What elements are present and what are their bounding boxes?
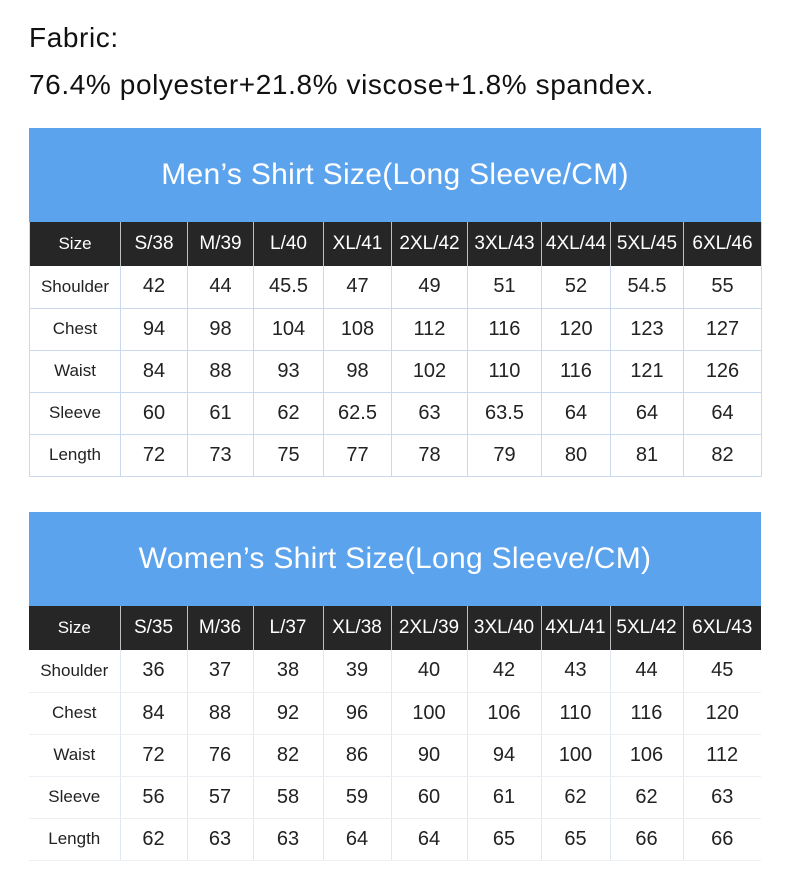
measurement-value: 86 bbox=[323, 734, 391, 776]
measurement-value: 112 bbox=[392, 308, 468, 350]
measurement-value: 42 bbox=[467, 650, 541, 692]
measurement-value: 43 bbox=[541, 650, 610, 692]
measurement-value: 72 bbox=[120, 734, 187, 776]
table-row bbox=[30, 392, 762, 434]
measurement-value: 82 bbox=[253, 734, 323, 776]
measurement-value: 62.5 bbox=[324, 392, 392, 434]
measurement-value: 62 bbox=[610, 776, 683, 818]
measurement-value: 106 bbox=[467, 692, 541, 734]
measurement-value: 88 bbox=[188, 350, 254, 392]
fabric-label: Fabric: bbox=[29, 22, 119, 53]
size-column-header: Size bbox=[29, 606, 120, 650]
measurement-value: 52 bbox=[542, 266, 611, 308]
womens-size-chart bbox=[29, 512, 761, 862]
measurement-value: 90 bbox=[391, 734, 467, 776]
measurement-value: 64 bbox=[684, 392, 762, 434]
measurement-value: 61 bbox=[188, 392, 254, 434]
measurement-value: 49 bbox=[392, 266, 468, 308]
measurement-value: 77 bbox=[324, 434, 392, 476]
measurement-value: 66 bbox=[610, 818, 683, 860]
measurement-label: Waist bbox=[29, 734, 120, 776]
size-header-cell: 6XL/46 bbox=[692, 233, 753, 254]
table-row bbox=[29, 776, 761, 818]
measurement-value: 36 bbox=[120, 650, 187, 692]
measurement-value: 123 bbox=[611, 308, 684, 350]
measurement-value: 55 bbox=[684, 266, 762, 308]
womens-size-table bbox=[29, 606, 761, 861]
measurement-value: 116 bbox=[542, 350, 611, 392]
measurement-value: 116 bbox=[468, 308, 542, 350]
size-header-cell: 4XL/44 bbox=[542, 222, 611, 266]
size-header-cell: 2XL/39 bbox=[391, 606, 467, 650]
measurement-value: 110 bbox=[541, 692, 610, 734]
table-row bbox=[30, 434, 762, 476]
measurement-value: 121 bbox=[611, 350, 684, 392]
measurement-label: Waist bbox=[30, 350, 121, 392]
measurement-value: 39 bbox=[323, 650, 391, 692]
measurement-value: 108 bbox=[324, 308, 392, 350]
measurement-value: 44 bbox=[188, 266, 254, 308]
measurement-value: 73 bbox=[188, 434, 254, 476]
womens-chart-title: Women’s Shirt Size(Long Sleeve/CM) bbox=[29, 512, 761, 606]
measurement-value: 45.5 bbox=[254, 266, 324, 308]
measurement-value: 63.5 bbox=[468, 392, 542, 434]
table-row bbox=[30, 308, 762, 350]
measurement-value: 104 bbox=[254, 308, 324, 350]
table-row bbox=[29, 692, 761, 734]
mens-size-chart bbox=[29, 128, 761, 478]
measurement-value: 75 bbox=[254, 434, 324, 476]
measurement-value: 57 bbox=[187, 776, 253, 818]
measurement-value: 56 bbox=[120, 776, 187, 818]
table-body bbox=[30, 266, 762, 476]
size-header-cell: 3XL/40 bbox=[467, 606, 541, 650]
measurement-value: 62 bbox=[254, 392, 324, 434]
measurement-value: 63 bbox=[187, 818, 253, 860]
measurement-value: 120 bbox=[542, 308, 611, 350]
measurement-value: 62 bbox=[120, 818, 187, 860]
measurement-value: 42 bbox=[121, 266, 188, 308]
measurement-label: Chest bbox=[29, 692, 120, 734]
measurement-value: 102 bbox=[392, 350, 468, 392]
measurement-value: 63 bbox=[392, 392, 468, 434]
measurement-value: 76 bbox=[187, 734, 253, 776]
measurement-value: 126 bbox=[684, 350, 762, 392]
measurement-value: 60 bbox=[391, 776, 467, 818]
size-header-cell: 5XL/45 bbox=[611, 222, 684, 266]
measurement-value: 44 bbox=[610, 650, 683, 692]
measurement-label: Length bbox=[30, 434, 121, 476]
size-header-cell: M/39 bbox=[188, 222, 254, 266]
measurement-value: 63 bbox=[683, 776, 761, 818]
size-header-cell: 3XL/43 bbox=[468, 222, 542, 266]
size-header-cell: 4XL/41 bbox=[541, 606, 610, 650]
measurement-value: 110 bbox=[468, 350, 542, 392]
table-header-row bbox=[30, 222, 762, 266]
size-header-cell: 2XL/42 bbox=[392, 222, 468, 266]
measurement-value: 84 bbox=[121, 350, 188, 392]
measurement-value: 82 bbox=[684, 434, 762, 476]
table-row bbox=[30, 350, 762, 392]
measurement-value: 64 bbox=[611, 392, 684, 434]
measurement-value: 127 bbox=[684, 308, 762, 350]
size-header-cell: 5XL/42 bbox=[610, 606, 683, 650]
measurement-value: 64 bbox=[542, 392, 611, 434]
measurement-value: 63 bbox=[253, 818, 323, 860]
measurement-value: 64 bbox=[391, 818, 467, 860]
measurement-value: 96 bbox=[323, 692, 391, 734]
measurement-value: 78 bbox=[392, 434, 468, 476]
measurement-value: 47 bbox=[324, 266, 392, 308]
measurement-value: 112 bbox=[683, 734, 761, 776]
measurement-label: Sleeve bbox=[29, 776, 120, 818]
table-row bbox=[30, 266, 762, 308]
measurement-value: 40 bbox=[391, 650, 467, 692]
measurement-value: 54.5 bbox=[611, 266, 684, 308]
measurement-value: 116 bbox=[610, 692, 683, 734]
measurement-value: 61 bbox=[467, 776, 541, 818]
measurement-label: Shoulder bbox=[30, 266, 121, 308]
size-header-cell: L/37 bbox=[253, 606, 323, 650]
measurement-value: 45 bbox=[683, 650, 761, 692]
measurement-value: 100 bbox=[541, 734, 610, 776]
measurement-value: 100 bbox=[391, 692, 467, 734]
table-body bbox=[29, 650, 761, 860]
size-header-cell: S/38 bbox=[121, 222, 188, 266]
measurement-value: 62 bbox=[541, 776, 610, 818]
measurement-value: 98 bbox=[324, 350, 392, 392]
measurement-value: 84 bbox=[120, 692, 187, 734]
measurement-label: Length bbox=[29, 818, 120, 860]
measurement-value: 92 bbox=[253, 692, 323, 734]
table-row bbox=[29, 734, 761, 776]
size-header-cell: XL/41 bbox=[324, 222, 392, 266]
measurement-value: 72 bbox=[121, 434, 188, 476]
measurement-value: 94 bbox=[467, 734, 541, 776]
measurement-value: 37 bbox=[187, 650, 253, 692]
measurement-value: 106 bbox=[610, 734, 683, 776]
size-header-cell: 6XL/43 bbox=[692, 617, 753, 638]
table-row bbox=[29, 650, 761, 692]
table-row bbox=[29, 818, 761, 860]
measurement-value: 98 bbox=[188, 308, 254, 350]
measurement-value: 94 bbox=[121, 308, 188, 350]
size-header-cell: XL/38 bbox=[323, 606, 391, 650]
measurement-value: 59 bbox=[323, 776, 391, 818]
measurement-value: 80 bbox=[542, 434, 611, 476]
size-header-cell: L/40 bbox=[254, 222, 324, 266]
measurement-label: Chest bbox=[30, 308, 121, 350]
measurement-label: Shoulder bbox=[29, 650, 120, 692]
measurement-value: 88 bbox=[187, 692, 253, 734]
measurement-value: 65 bbox=[541, 818, 610, 860]
measurement-value: 65 bbox=[467, 818, 541, 860]
size-header-cell: S/35 bbox=[120, 606, 187, 650]
table-header-row bbox=[29, 606, 761, 650]
measurement-value: 51 bbox=[468, 266, 542, 308]
measurement-value: 64 bbox=[323, 818, 391, 860]
measurement-value: 38 bbox=[253, 650, 323, 692]
measurement-value: 120 bbox=[683, 692, 761, 734]
measurement-label: Sleeve bbox=[30, 392, 121, 434]
mens-size-table bbox=[29, 222, 762, 477]
measurement-value: 66 bbox=[683, 818, 761, 860]
fabric-composition: 76.4% polyester+21.8% viscose+1.8% spandex. bbox=[29, 69, 655, 100]
measurement-value: 79 bbox=[468, 434, 542, 476]
measurement-value: 60 bbox=[121, 392, 188, 434]
measurement-value: 93 bbox=[254, 350, 324, 392]
size-header-cell: M/36 bbox=[187, 606, 253, 650]
size-column-header: Size bbox=[30, 222, 121, 266]
measurement-value: 58 bbox=[253, 776, 323, 818]
mens-chart-title: Men’s Shirt Size(Long Sleeve/CM) bbox=[29, 128, 761, 222]
measurement-value: 81 bbox=[611, 434, 684, 476]
